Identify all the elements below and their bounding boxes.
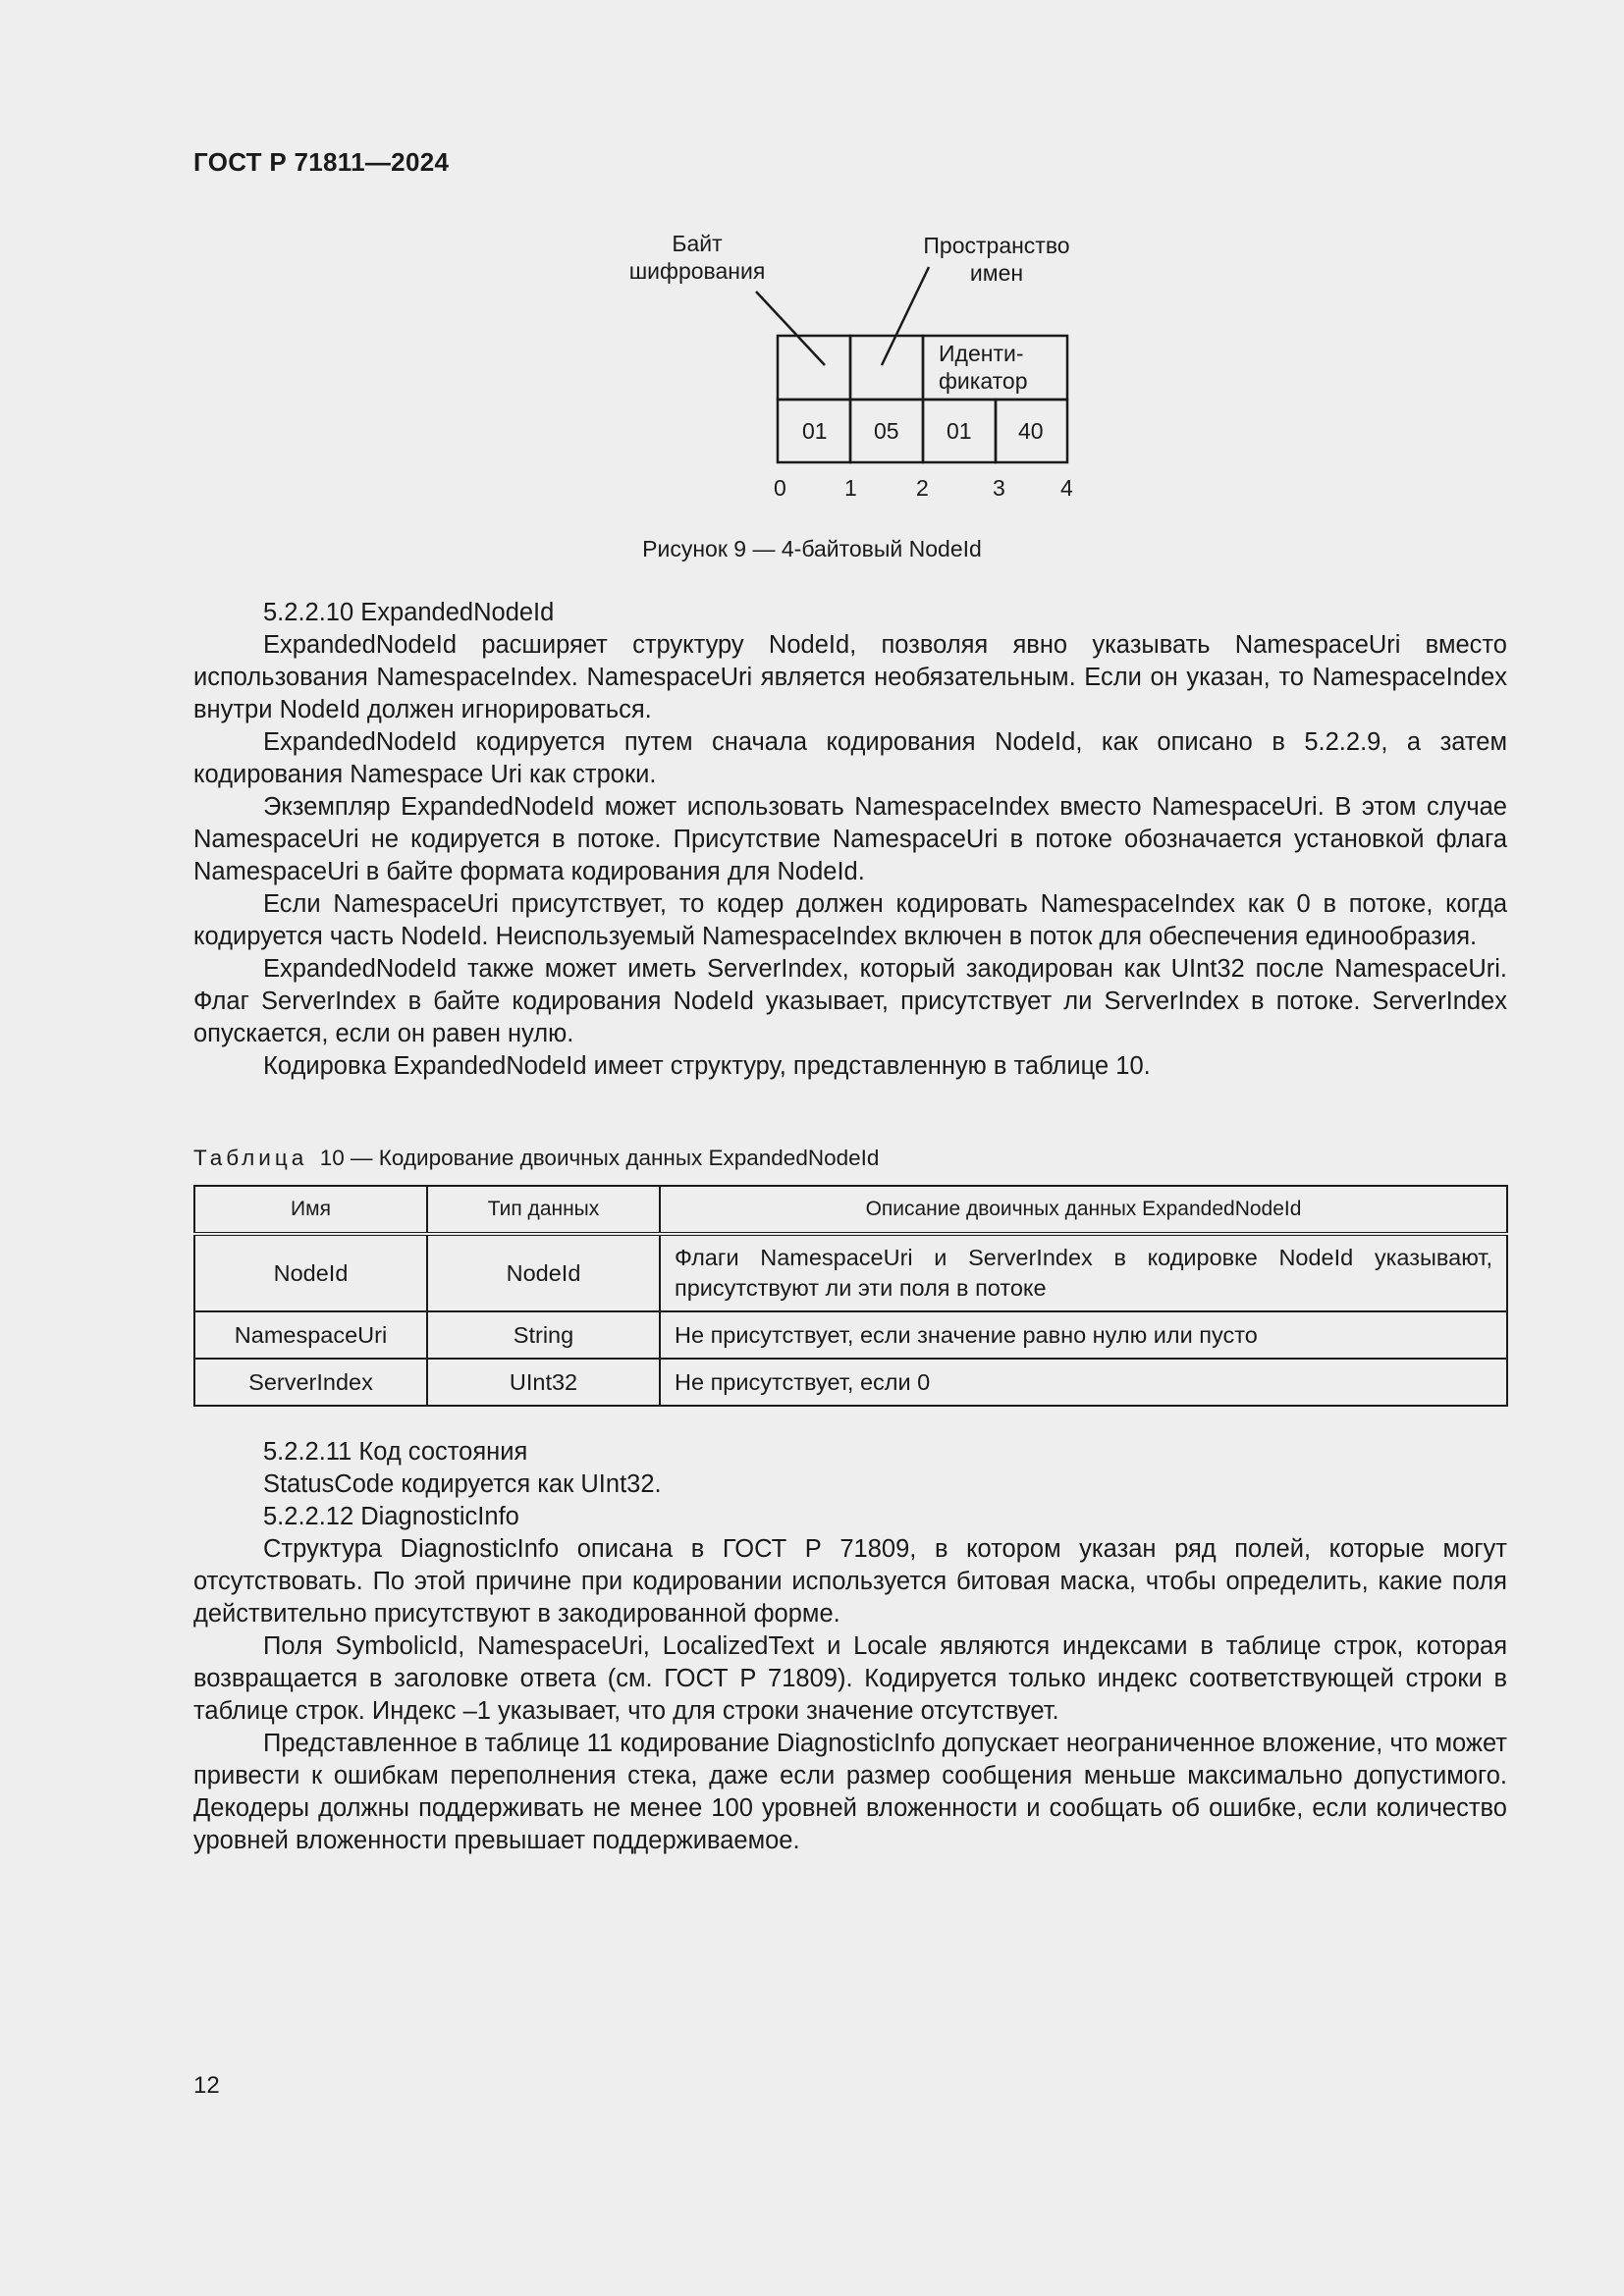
section-heading: 5.2.2.12 DiagnosticInfo — [263, 1503, 519, 1530]
document-header: ГОСТ Р 71811—2024 — [193, 147, 450, 177]
paragraph: Кодировка ExpandedNodeId имеет структуру, представленную в таблице 10. — [263, 1052, 1151, 1080]
axis-tick-1: 1 — [844, 475, 857, 501]
label-namespace: Пространство имен — [923, 233, 1070, 286]
page-number: 12 — [193, 2072, 220, 2099]
cell-encoding-byte — [778, 336, 850, 400]
label-encoding-byte: Байт шифрования — [628, 231, 766, 284]
cell-type: NodeId — [427, 1234, 660, 1311]
cell-desc: Флаги NamespaceUri и ServerIndex в кодировке NodeId указывают, присутствуют ли эти поля в потоке — [660, 1234, 1507, 1311]
paragraph: Если NamespaceUri присутствует, то кодер должен кодировать NamespaceIndex как 0 в потоке, когда кодируется часть NodeId. Неиспользуемый NamespaceIndex включен в поток для обеспечения единообразия. — [193, 890, 1507, 950]
section-expanded-nodeid — [193, 597, 1507, 1083]
header-type: Тип данных — [427, 1186, 660, 1234]
paragraph: Структура DiagnosticInfo описана в ГОСТ Р 71809, в котором указан ряд полей, которые могут отсутствовать. По этой причине при кодировании используется битовая маска, чтобы определить, какие поля действительно присутствуют в закодированной форме. — [193, 1535, 1507, 1628]
header-desc: Описание двоичных данных ExpandedNodeId — [660, 1186, 1507, 1234]
table-title: Таблица 10 — Кодирование двоичных данных ExpandedNodeId — [193, 1146, 880, 1170]
paragraph: StatusCode кодируется как UInt32. — [263, 1470, 662, 1498]
paragraph: ExpandedNodeId также может иметь ServerIndex, который закодирован как UInt32 после NamespaceUri. Флаг ServerIndex в байте кодирования NodeId указывает, присутствует ли ServerIndex в потоке. ServerIndex опускается, если он равен нулю. — [193, 955, 1507, 1047]
byte-value-2: 01 — [947, 418, 972, 444]
table-header-row — [194, 1186, 1507, 1234]
cell-namespace — [850, 336, 923, 400]
paragraph: Поля SymbolicId, NamespaceUri, LocalizedText и Locale являются индексами в таблице строк, которая возвращается в заголовке ответа (см. ГОСТ Р 71809). Кодируется только индекс соответствующей строки в таблице строк. Индекс –1 указывает, что для строки значение отсутствует. — [193, 1632, 1507, 1725]
paragraph: Экземпляр ExpandedNodeId может использовать NamespaceIndex вместо NamespaceUri. В этом случае NamespaceUri не кодируется в потоке. Присутствие NamespaceUri в потоке обозначается установкой флага NamespaceUri в байте формата кодирования для NodeId. — [193, 793, 1507, 885]
cell-name: ServerIndex — [194, 1359, 427, 1406]
cell-desc: Не присутствует, если значение равно нулю или пусто — [660, 1311, 1507, 1359]
axis-tick-0: 0 — [774, 475, 786, 501]
axis-tick-4: 4 — [1060, 475, 1073, 501]
paragraph: ExpandedNodeId кодируется путем сначала кодирования NodeId, как описано в 5.2.2.9, а затем кодирования Namespace Uri как строки. — [193, 728, 1507, 788]
table-row — [194, 1234, 1507, 1311]
figure-caption: Рисунок 9 — 4-байтовый NodeId — [642, 536, 982, 561]
paragraph: Представленное в таблице 11 кодирование DiagnosticInfo допускает неограниченное вложение, что может привести к ошибкам переполнения стека, даже если размер сообщения меньше максимально допустимого. Декодеры должны поддерживать не менее 100 уровней вложенности и сообщать об ошибке, если количество уровней вложенности превышает поддерживаемое. — [193, 1730, 1507, 1854]
byte-value-0: 01 — [802, 418, 828, 444]
table-row — [194, 1311, 1507, 1359]
section-heading: 5.2.2.11 Код состояния — [263, 1438, 528, 1466]
axis-tick-3: 3 — [993, 475, 1005, 501]
label-identifier: Иденти- фикатор — [939, 341, 1028, 394]
table-row — [194, 1359, 1507, 1406]
table-10 — [193, 1185, 1508, 1407]
section-status-diagnostic — [193, 1436, 1507, 1857]
leader-encoding-byte — [756, 292, 825, 365]
cell-desc: Не присутствует, если 0 — [660, 1359, 1507, 1406]
cell-type: String — [427, 1311, 660, 1359]
byte-value-3: 40 — [1018, 418, 1044, 444]
header-name: Имя — [194, 1186, 427, 1234]
nodeid-byte-diagram — [0, 0, 1624, 530]
cell-name: NamespaceUri — [194, 1311, 427, 1359]
paragraph: ExpandedNodeId расширяет структуру NodeId, позволяя явно указывать NamespaceUri вместо использования NamespaceIndex. NamespaceUri является необязательным. Если он указан, то NamespaceIndex внутри NodeId должен игнорироваться. — [193, 631, 1507, 723]
axis-tick-2: 2 — [916, 475, 929, 501]
byte-value-1: 05 — [874, 418, 899, 444]
cell-type: UInt32 — [427, 1359, 660, 1406]
section-heading: 5.2.2.10 ExpandedNodeId — [263, 599, 555, 626]
cell-name: NodeId — [194, 1234, 427, 1311]
